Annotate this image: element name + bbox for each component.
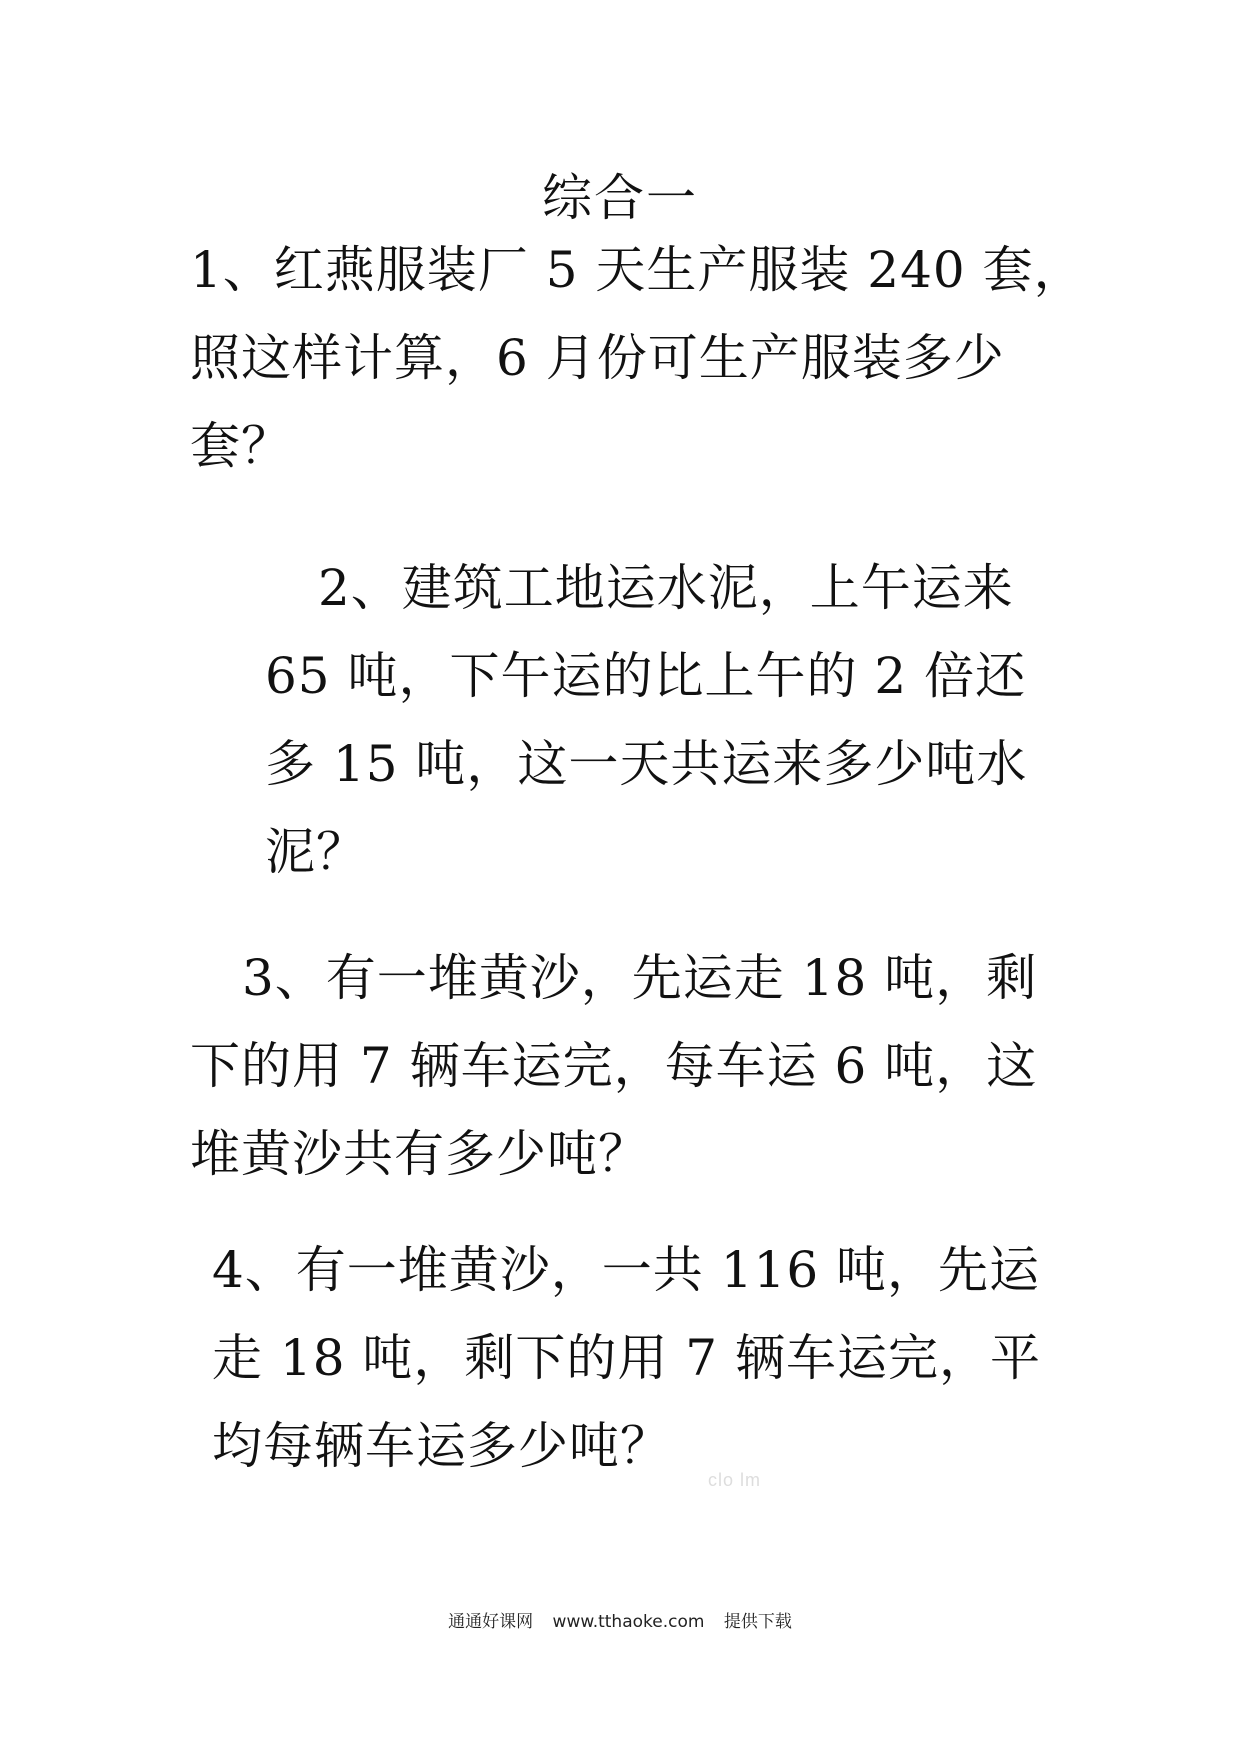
faint-watermark-2: clo lm: [708, 1470, 762, 1490]
problem-3-line-3: 堆黄沙共有多少吨？: [190, 1125, 649, 1183]
problem-3-line-2: 下的用 7 辆车运完，每车运 6 吨，这: [190, 1037, 1038, 1095]
problem-2-line-3: 多 15 吨，这一天共运来多少吨水: [265, 735, 1028, 793]
problem-2-line-4: 泥？: [265, 823, 367, 881]
problem-1-line-2: 照这样计算，6 月份可生产服装多少: [190, 329, 1005, 387]
page-title: 综合一: [542, 169, 698, 227]
problem-4-line-2: 走 18 吨，剩下的用 7 辆车运完，平: [212, 1329, 1042, 1387]
footer-note: 提供下载: [723, 1612, 792, 1632]
problem-2-line-1: 2、建筑工地运水泥，上午运来: [318, 559, 1014, 617]
problem-4-line-3: 均每辆车运多少吨？: [212, 1417, 671, 1475]
problem-3-line-1: 3、有一堆黄沙，先运走 18 吨，剩: [242, 949, 1038, 1007]
problem-1-line-3: 套？: [190, 417, 292, 475]
problem-1-line-1: 1、红燕服装厂 5 天生产服装 240 套，: [190, 241, 1085, 299]
problem-4-line-1: 4、有一堆黄沙，一共 116 吨，先运: [212, 1241, 1041, 1299]
page-footer: [0, 1610, 1240, 1634]
footer-url: www.tthaoke.com: [552, 1612, 705, 1632]
footer-site-name: 通通好课网: [448, 1612, 534, 1632]
problem-2-line-2: 65 吨，下午运的比上午的 2 倍还: [265, 647, 1027, 705]
